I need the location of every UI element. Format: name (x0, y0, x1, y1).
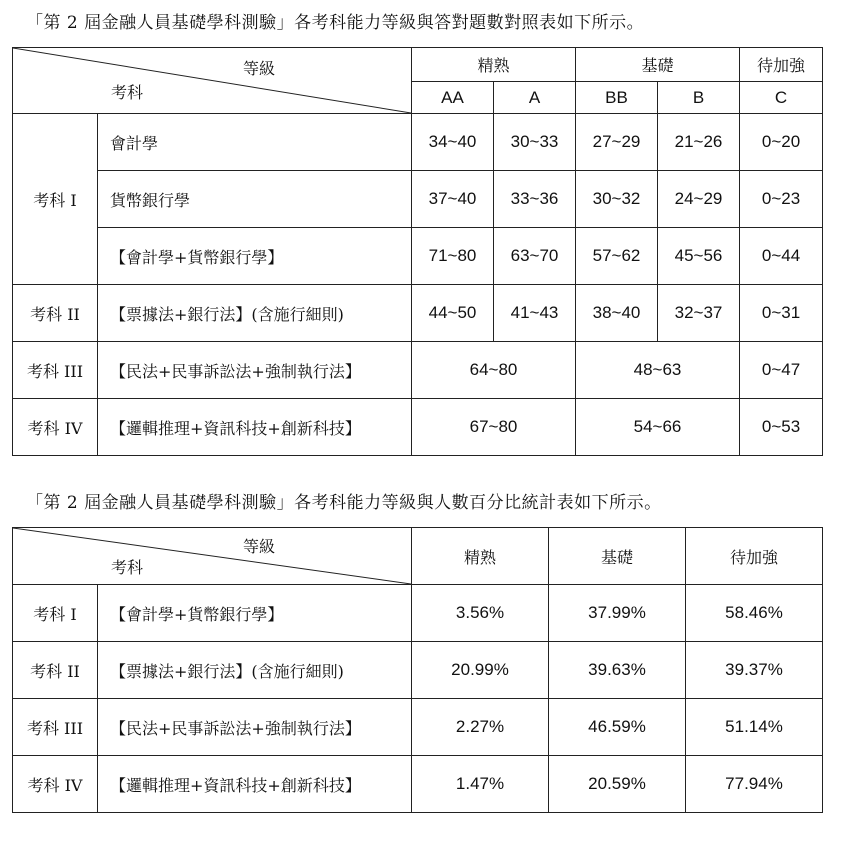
group-header-proficient: 精熟 (412, 48, 576, 82)
level-header-aa: AA (412, 82, 494, 114)
exam-label: 考科 III (13, 699, 98, 756)
corner-header-cell (13, 48, 412, 114)
percent-cell: 39.63% (549, 642, 686, 699)
score-cell: 63~70 (494, 228, 576, 285)
subject-label: 【會計學+貨幣銀行學】 (98, 585, 412, 642)
table1-caption: 「第 2 屆金融人員基礎學科測驗」各考科能力等級與答對題數對照表如下所示。 (26, 13, 645, 33)
exam-label: 考科 II (13, 285, 98, 342)
percent-cell: 20.59% (549, 756, 686, 813)
subject-label: 【邏輯推理+資訊科技+創新科技】 (98, 399, 412, 456)
table-row (13, 114, 823, 171)
score-cell: 0~20 (740, 114, 823, 171)
table2-caption: 「第 2 屆金融人員基礎學科測驗」各考科能力等級與人數百分比統計表如下所示。 (26, 493, 662, 513)
subject-label: 【會計學+貨幣銀行學】 (98, 228, 412, 285)
table-row (13, 228, 823, 285)
score-range-table (12, 47, 823, 456)
score-cell: 0~23 (740, 171, 823, 228)
column-header-basic: 基礎 (549, 528, 686, 585)
subject-header: 考科 (111, 558, 144, 577)
score-cell: 37~40 (412, 171, 494, 228)
level-header-a: A (494, 82, 576, 114)
percent-cell: 39.37% (686, 642, 823, 699)
grade-header: 等級 (242, 59, 275, 78)
score-cell: 30~33 (494, 114, 576, 171)
table-row (13, 171, 823, 228)
column-header-needs-improvement: 待加強 (686, 528, 823, 585)
percent-cell: 20.99% (412, 642, 549, 699)
subject-label: 【民法+民事訴訟法+強制執行法】 (98, 342, 412, 399)
score-cell: 0~44 (740, 228, 823, 285)
percent-cell: 2.27% (412, 699, 549, 756)
subject-label: 【票據法+銀行法】(含施行細則) (98, 285, 412, 342)
table-row (13, 756, 823, 813)
score-cell: 33~36 (494, 171, 576, 228)
subject-label: 貨幣銀行學 (98, 171, 412, 228)
score-cell: 0~53 (740, 399, 823, 456)
score-cell: 0~47 (740, 342, 823, 399)
exam-label: 考科 III (13, 342, 98, 399)
column-header-proficient: 精熟 (412, 528, 549, 585)
table-row (13, 342, 823, 399)
score-cell: 44~50 (412, 285, 494, 342)
score-cell: 30~32 (576, 171, 658, 228)
percent-cell: 37.99% (549, 585, 686, 642)
group-header-needs-improvement: 待加強 (740, 48, 823, 82)
group-header-basic: 基礎 (576, 48, 740, 82)
exam-label: 考科 I (13, 114, 98, 285)
score-cell: 32~37 (658, 285, 740, 342)
score-cell: 57~62 (576, 228, 658, 285)
exam-label: 考科 IV (13, 756, 98, 813)
percent-cell: 58.46% (686, 585, 823, 642)
score-cell: 34~40 (412, 114, 494, 171)
score-cell: 64~80 (412, 342, 576, 399)
exam-label: 考科 I (13, 585, 98, 642)
exam-label: 考科 II (13, 642, 98, 699)
score-cell: 38~40 (576, 285, 658, 342)
score-cell: 27~29 (576, 114, 658, 171)
diagonal-line (13, 528, 411, 584)
percentage-table (12, 527, 823, 813)
score-cell: 45~56 (658, 228, 740, 285)
percent-cell: 1.47% (412, 756, 549, 813)
exam-label: 考科 IV (13, 399, 98, 456)
table-row (13, 399, 823, 456)
percent-cell: 46.59% (549, 699, 686, 756)
grade-header: 等級 (242, 537, 275, 556)
level-header-c: C (740, 82, 823, 114)
score-cell: 48~63 (576, 342, 740, 399)
percent-cell: 51.14% (686, 699, 823, 756)
corner-header-cell (13, 528, 412, 585)
score-cell: 21~26 (658, 114, 740, 171)
score-cell: 0~31 (740, 285, 823, 342)
subject-label: 【邏輯推理+資訊科技+創新科技】 (98, 756, 412, 813)
score-cell: 71~80 (412, 228, 494, 285)
table-row (13, 585, 823, 642)
percent-cell: 3.56% (412, 585, 549, 642)
table-row (13, 699, 823, 756)
score-cell: 54~66 (576, 399, 740, 456)
level-header-bb: BB (576, 82, 658, 114)
score-cell: 67~80 (412, 399, 576, 456)
subject-label: 【票據法+銀行法】(含施行細則) (98, 642, 412, 699)
score-cell: 24~29 (658, 171, 740, 228)
diagonal-line (13, 48, 411, 113)
subject-label: 【民法+民事訴訟法+強制執行法】 (98, 699, 412, 756)
table-row (13, 285, 823, 342)
subject-header: 考科 (111, 83, 144, 102)
table-row (13, 642, 823, 699)
score-cell: 41~43 (494, 285, 576, 342)
percent-cell: 77.94% (686, 756, 823, 813)
level-header-b: B (658, 82, 740, 114)
subject-label: 會計學 (98, 114, 412, 171)
